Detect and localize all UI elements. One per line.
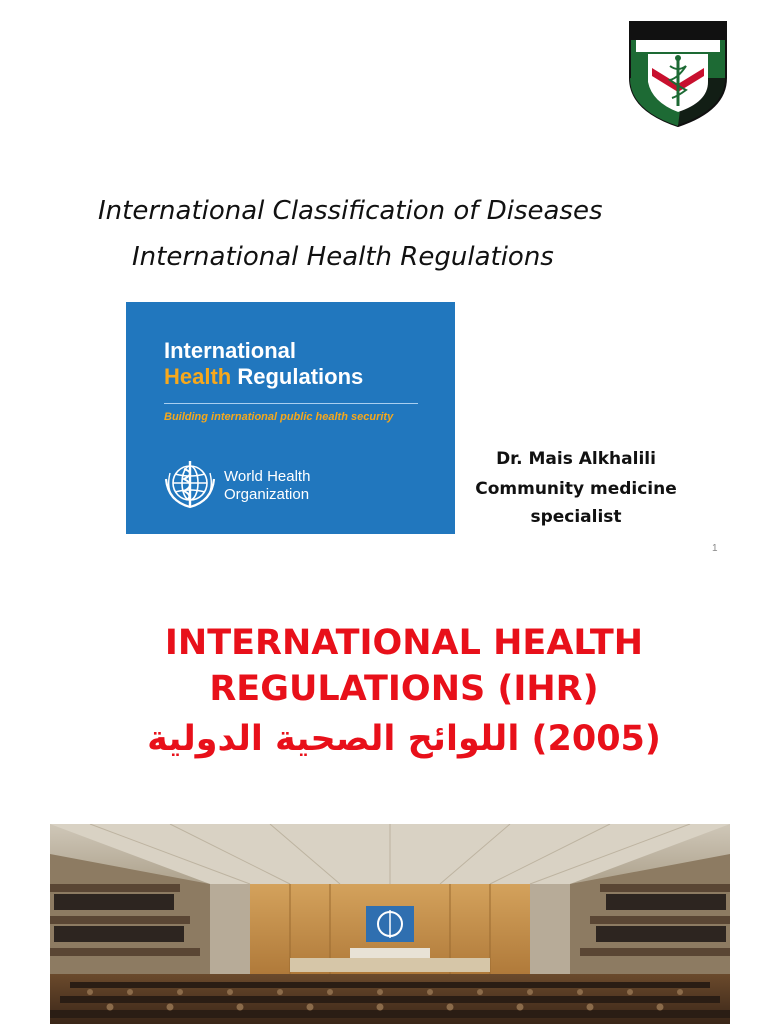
slide-number: 1 [712, 543, 718, 554]
author-name: Dr. Mais Alkhalili [496, 449, 656, 469]
banner-highlight-word: Health [164, 364, 232, 389]
title-line-ihr: International Health Regulations [132, 242, 554, 272]
banner-title-line1: International [164, 338, 297, 363]
banner-title-rest: Regulations [231, 364, 364, 389]
banner-divider [164, 403, 418, 404]
heading-line2: REGULATIONS (IHR) [209, 669, 599, 709]
faculty-crest-logo [626, 18, 730, 128]
assembly-hall-photo [50, 824, 730, 1024]
slide-2 [0, 596, 768, 1024]
heading-line1: INTERNATIONAL HEALTH [164, 623, 644, 663]
who-name-line1: World Health [224, 468, 311, 485]
slide-heading [0, 620, 768, 762]
author-role-line1: Community medicine [475, 479, 677, 499]
ihr-banner-image [126, 302, 455, 534]
author-role-line2: specialist [530, 507, 622, 527]
banner-tagline: Building international public health security [164, 411, 394, 423]
banner-title-line2 [164, 364, 363, 390]
title-line-icd: International Classification of Diseases [98, 196, 603, 226]
who-name-line2: Organization [224, 486, 310, 503]
heading-line3-arabic: (2005) اللوائح الصحية الدولية [147, 719, 661, 759]
who-name [224, 468, 310, 504]
author-block [456, 444, 696, 530]
who-emblem-icon [162, 459, 218, 511]
